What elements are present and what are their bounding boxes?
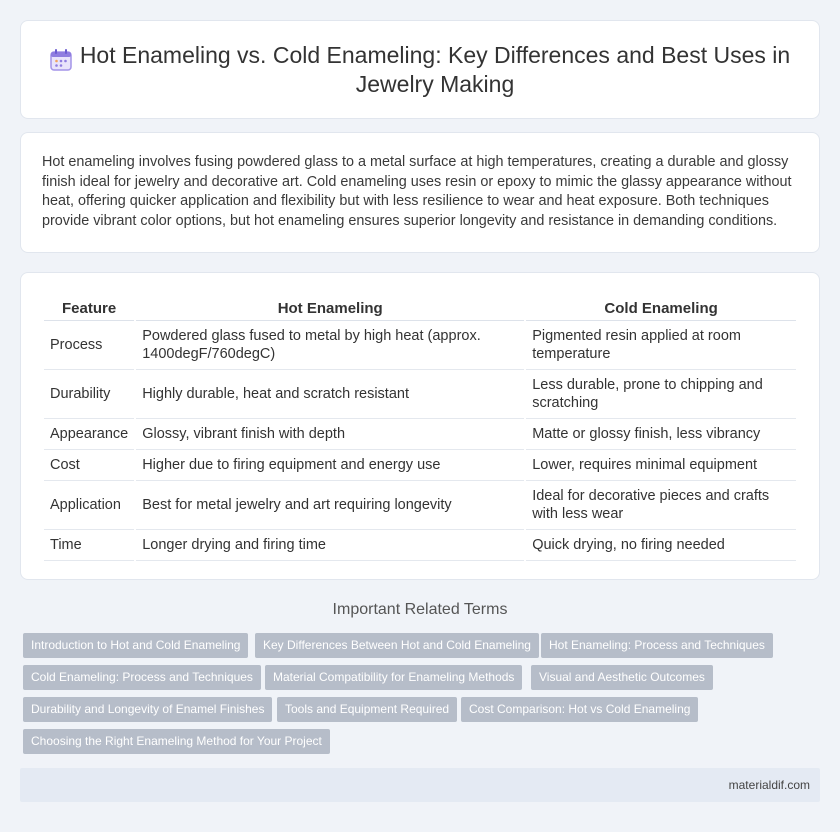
- table-row: [44, 370, 796, 419]
- related-terms-title: Important Related Terms: [332, 601, 508, 618]
- cell-feature: Time: [44, 530, 134, 561]
- cell-hot: Longer drying and firing time: [136, 530, 524, 561]
- related-term-tag[interactable]: Tools and Equipment Required: [277, 697, 457, 722]
- cell-cold: Lower, requires minimal equipment: [526, 450, 796, 481]
- related-term-tag[interactable]: Material Compatibility for Enameling Methods: [265, 665, 522, 690]
- cell-feature: Durability: [44, 370, 134, 419]
- cell-cold: Less durable, prone to chipping and scratching: [526, 370, 796, 419]
- related-term-tag[interactable]: Durability and Longevity of Enamel Finishes: [23, 697, 272, 722]
- page-title: Hot Enameling vs. Cold Enameling: Key Differences and Best Uses in Jewelry Making: [79, 41, 791, 97]
- table-row: [44, 481, 796, 530]
- related-term-tag[interactable]: Cost Comparison: Hot vs Cold Enameling: [461, 697, 698, 722]
- cell-cold: Ideal for decorative pieces and crafts with less wear: [526, 481, 796, 530]
- table-row: [44, 530, 796, 561]
- related-term-tag[interactable]: Introduction to Hot and Cold Enameling: [23, 633, 248, 658]
- comparison-table: [42, 295, 798, 561]
- intro-paragraph: Hot enameling involves fusing powdered glass to a metal surface at high temperatures, creating a durable and glossy finish ideal for jewelry and decorative art. Cold enameling uses resin or epoxy to mimic the glassy appearance without heat, offering quicker application and flexibility but with less resilience to wear and heat exposure. Both techniques provide vibrant color options, but hot enameling ensures superior longevity and resistance in demanding conditions.: [42, 154, 792, 229]
- footer: [20, 768, 820, 802]
- footer-site[interactable]: materialdif.com: [728, 778, 810, 792]
- cell-feature: Cost: [44, 450, 134, 481]
- header-feature: Feature: [44, 295, 134, 321]
- table-row: [44, 450, 796, 481]
- cell-hot: Glossy, vibrant finish with depth: [136, 419, 524, 450]
- title-card: [20, 20, 820, 119]
- related-term-tag[interactable]: Visual and Aesthetic Outcomes: [531, 665, 713, 690]
- cell-hot: Best for metal jewelry and art requiring longevity: [136, 481, 524, 530]
- cell-feature: Process: [44, 321, 134, 370]
- cell-cold: Matte or glossy finish, less vibrancy: [526, 419, 796, 450]
- table-row: [44, 321, 796, 370]
- related-term-tag[interactable]: Hot Enameling: Process and Techniques: [541, 633, 773, 658]
- cell-cold: Pigmented resin applied at room temperature: [526, 321, 796, 370]
- cell-feature: Application: [44, 481, 134, 530]
- intro-card: [20, 132, 820, 253]
- cell-feature: Appearance: [44, 419, 134, 450]
- table-row: [44, 419, 796, 450]
- comparison-card: [20, 272, 820, 580]
- cell-hot: Highly durable, heat and scratch resistant: [136, 370, 524, 419]
- header-hot-enameling: Hot Enameling: [136, 295, 524, 321]
- related-term-tag[interactable]: Cold Enameling: Process and Techniques: [23, 665, 261, 690]
- related-term-tag[interactable]: Key Differences Between Hot and Cold Enameling: [255, 633, 539, 658]
- cell-cold: Quick drying, no firing needed: [526, 530, 796, 561]
- cell-hot: Higher due to firing equipment and energy use: [136, 450, 524, 481]
- related-term-tag[interactable]: Choosing the Right Enameling Method for Your Project: [23, 729, 330, 754]
- header-cold-enameling: Cold Enameling: [526, 295, 796, 321]
- cell-hot: Powdered glass fused to metal by high heat (approx. 1400degF/760degC): [136, 321, 524, 370]
- table-header-row: [44, 295, 796, 321]
